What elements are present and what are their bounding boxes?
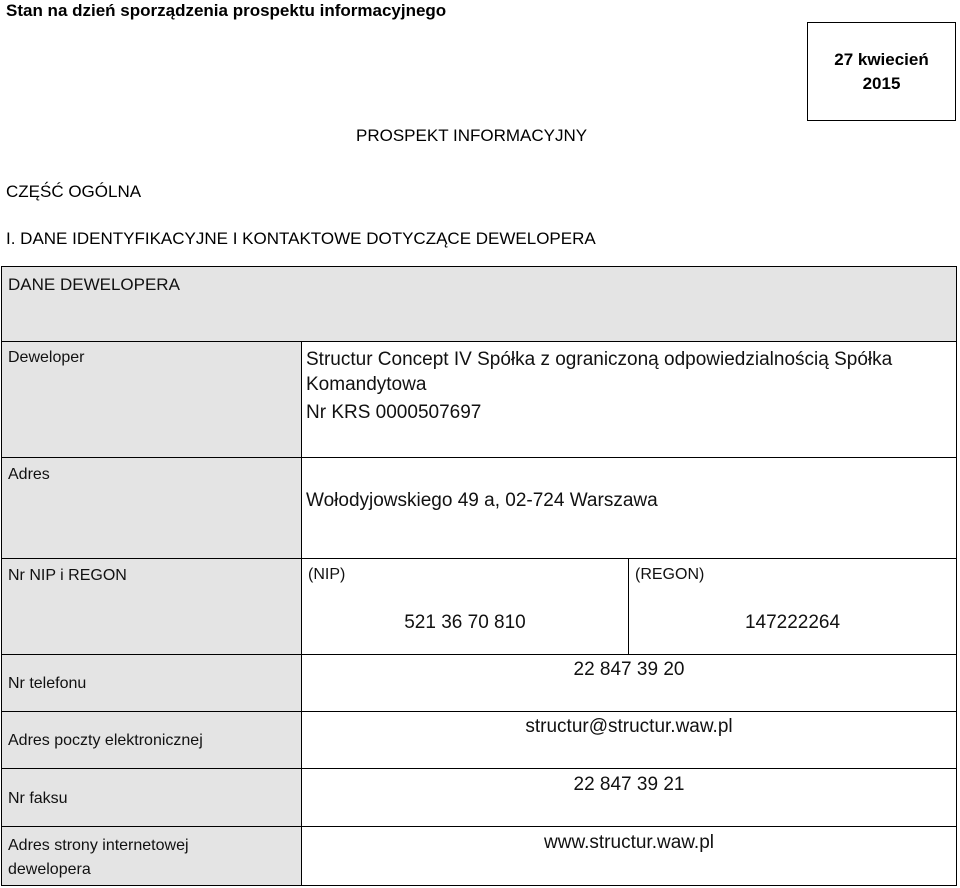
section-title: CZĘŚĆ OGÓLNA — [6, 182, 142, 201]
date-year: 2015 — [862, 73, 901, 93]
nip-caption: (NIP) — [308, 566, 346, 583]
document-title: PROSPEKT INFORMACYJNY — [356, 126, 588, 145]
regon-caption: (REGON) — [635, 566, 705, 583]
subsection-title: I. DANE IDENTYFIKACYJNE I KONTAKTOWE DOTYCZĄCE DEWELOPERA — [6, 229, 596, 248]
developer-krs: Nr KRS 0000507697 — [306, 402, 482, 423]
website-label-line1: Adres strony internetowej — [8, 837, 189, 854]
address-label: Adres — [8, 466, 50, 483]
email-value: structur@structur.waw.pl — [525, 716, 733, 737]
phone-label: Nr telefonu — [8, 675, 87, 692]
regon-value: 147222264 — [744, 612, 841, 633]
email-label: Adres poczty elektronicznej — [8, 732, 203, 749]
developer-name — [306, 347, 892, 425]
website-label-line2: dewelopera — [8, 861, 91, 878]
date-day-month: 27 kwiecień — [834, 49, 929, 69]
table-heading: DANE DEWELOPERA — [8, 275, 180, 294]
fax-value: 22 847 39 21 — [573, 774, 685, 795]
developer-name-line1: Structur Concept IV Spółka z ograniczoną odpowiedzialnością Spółka — [306, 349, 893, 370]
developer-name-line2: Komandytowa — [306, 374, 427, 395]
website-label — [8, 834, 189, 882]
nip-regon-label: Nr NIP i REGON — [8, 567, 127, 584]
fax-label: Nr faksu — [8, 790, 68, 807]
website-value: www.structur.waw.pl — [544, 832, 714, 853]
nip-value: 521 36 70 810 — [404, 612, 526, 633]
status-label: Stan na dzień sporządzenia prospektu informacyjnego — [6, 1, 447, 20]
date-box — [807, 22, 956, 121]
developer-label: Deweloper — [8, 349, 85, 366]
address-value: Wołodyjowskiego 49 a, 02-724 Warszawa — [306, 490, 658, 511]
phone-value: 22 847 39 20 — [573, 659, 685, 680]
